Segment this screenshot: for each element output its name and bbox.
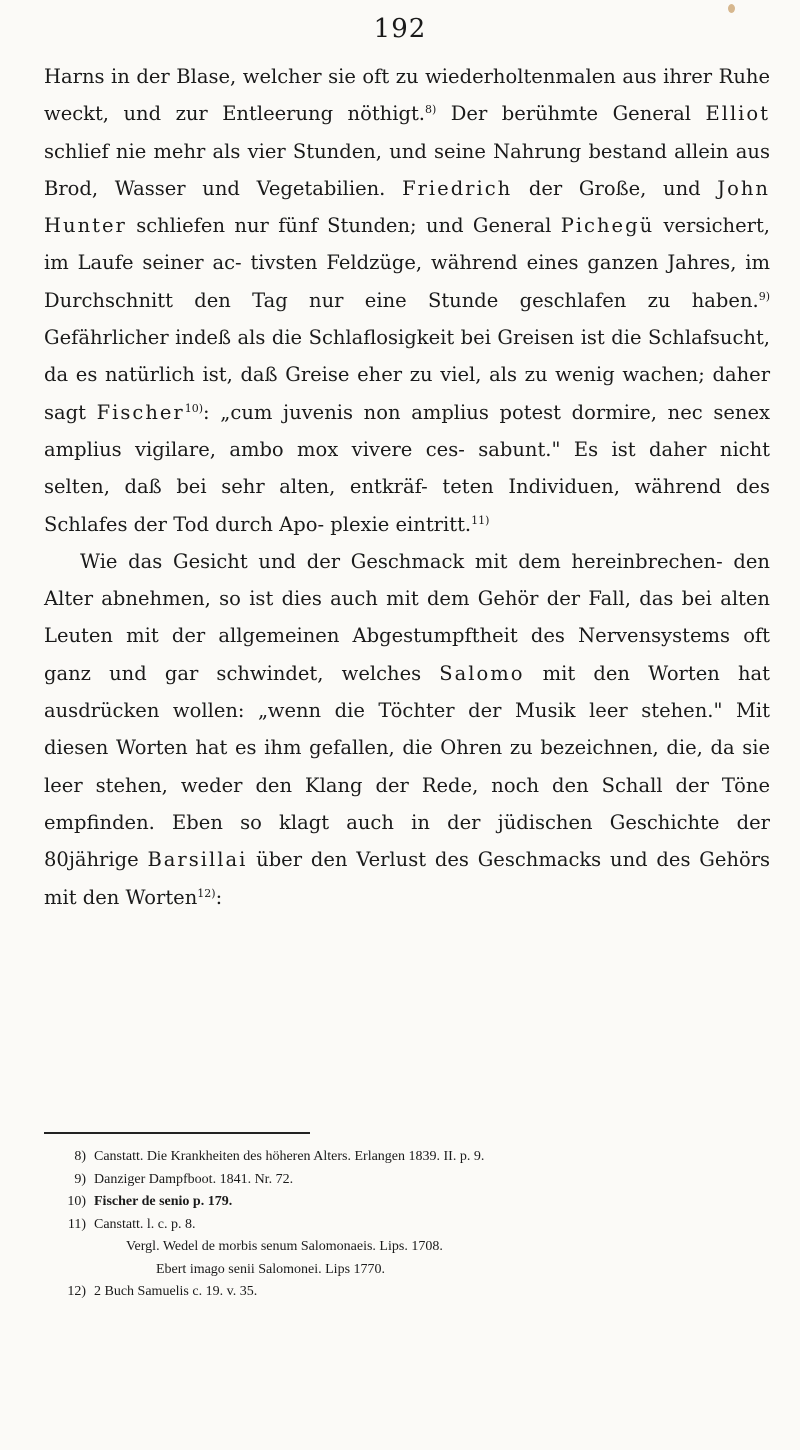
- footnote-11-continuation-2: Ebert imago senii Salomonei. Lips 1770.: [156, 1261, 386, 1277]
- ink-spot: [728, 4, 735, 13]
- person-name: Elliot: [705, 102, 770, 126]
- text-line: versichert, im Laufe seiner ac-: [44, 214, 770, 275]
- text-line: die Ohren zu bezeichnen, die, da sie leer stehen, weder den Klang: [44, 736, 770, 797]
- footnotes: [44, 1146, 770, 1304]
- footnote-ref: 12): [197, 886, 216, 900]
- text-line: daher sagt: [44, 363, 771, 424]
- footnote-number: 8): [74, 1149, 86, 1164]
- text-line: den Alter abnehmen, so ist dies auch mit dem Gehör der Fall,: [44, 549, 770, 611]
- footnote-9: [44, 1169, 770, 1192]
- footnote-ref: 9): [758, 289, 770, 303]
- text-line: Stunden; und General: [327, 214, 561, 238]
- text-line: den Tag nur eine Stunde geschlafen zu haben.: [194, 288, 759, 312]
- footnote-text: 2 Buch Samuelis c. 19. v. 35.: [94, 1284, 258, 1299]
- person-name: Friedrich: [402, 176, 513, 200]
- text-line: teten Individuen, während des Schlafes der Tod durch Apo-: [44, 475, 770, 536]
- footnote-ref: 11): [471, 513, 490, 527]
- text-line: Harns in der Blase, welcher sie oft zu wiederholtenmalen aus: [44, 65, 657, 88]
- text-line: den Verlust des Geschmacks und des Gehörs mit den Worten: [44, 848, 771, 909]
- text-line: das bei alten Leuten mit der allgemeinen Abgestumpftheit des: [44, 587, 770, 648]
- text-line: plexie eintritt.: [330, 512, 472, 536]
- text-line: Musik leer stehen." Mit diesen Worten hat es ihm gefallen,: [44, 699, 770, 760]
- text-line: Nahrung bestand allein aus Brod, Wasser und Vegetabilien.: [44, 139, 770, 200]
- text-line: über: [247, 848, 303, 872]
- paragraph-1: [44, 58, 770, 543]
- text-line: ihrer Ruhe weckt, und zur Entleerung nöthigt.: [44, 65, 770, 126]
- footnote-ref: 10): [184, 401, 204, 415]
- text-line: : „cum juvenis non amplius potest: [203, 400, 561, 424]
- footnote-12: [44, 1281, 770, 1304]
- footnote-number: 9): [74, 1171, 86, 1187]
- footnote-10: [44, 1191, 770, 1214]
- page-number: 192: [373, 14, 427, 44]
- footnote-text: Fischer de senio p. 179.: [94, 1194, 233, 1209]
- text-line: tivsten Feldzüge, während eines ganzen Jahres, im Durchschnitt: [44, 251, 770, 312]
- text-line: General: [612, 102, 706, 126]
- person-name: Barsillai: [147, 848, 248, 872]
- paragraph-2: [44, 543, 770, 916]
- footnote-11-continuation: Vergl. Wedel de morbis senum Salomonaeis. Lips. 1708.: [126, 1239, 443, 1254]
- text-line: dormire, nec senex amplius vigilare, ambo mox vivere ces-: [44, 400, 770, 461]
- text-line: :: [215, 885, 223, 909]
- person-name: Fischer: [96, 400, 185, 424]
- text-line: Nervensystems oft ganz und gar schwindet, welches: [44, 624, 770, 685]
- text-line: der Große, und: [512, 176, 718, 200]
- text-line: schliefen nur fünf: [126, 214, 318, 238]
- text-line: mit den Worten hat ausdrücken wollen: „wenn die Töchter der: [44, 661, 770, 723]
- person-name: Pichegü: [560, 214, 655, 238]
- footnote-8: [44, 1146, 770, 1169]
- footnote-number: 12): [67, 1284, 86, 1299]
- text-line: Der berühmte: [436, 102, 599, 126]
- footnote-11: [44, 1214, 770, 1237]
- person-name: John Hunter: [44, 176, 770, 238]
- text-line: es natürlich ist, daß Greise eher zu viel, als zu wenig wachen;: [75, 363, 705, 387]
- text-line: auch in der jüdischen Geschichte der 80jährige: [44, 810, 770, 872]
- footnote-number: 10): [67, 1194, 86, 1209]
- footnote-text: Canstatt. Die Krankheiten des höheren Alters. Erlangen 1839. II. p. 9.: [94, 1149, 485, 1164]
- text-line: indeß als die Schlaflosigkeit bei Greisen ist die Schlafsucht, da: [44, 326, 771, 387]
- text-line: Gefährlicher: [44, 326, 169, 350]
- footnote-number: 11): [67, 1216, 86, 1232]
- text-line: der Rede, noch den Schall der Töne empfinden. Eben so klagt: [44, 773, 770, 834]
- text-line: schlief nie mehr als vier Stunden, und seine: [44, 139, 486, 163]
- body-text: [44, 58, 770, 916]
- text-line: Wie das Gesicht und der Geschmack mit dem hereinbrechen-: [80, 549, 723, 573]
- footnote-text: Danziger Dampfboot. 1841. Nr. 72.: [94, 1171, 294, 1187]
- person-name: Salomo: [439, 661, 525, 685]
- footnote-text: Canstatt. l. c. p. 8.: [94, 1216, 196, 1232]
- text-line: sabunt." Es ist daher nicht selten, daß bei sehr alten, entkräf-: [44, 437, 770, 499]
- footnote-ref: 8): [425, 103, 437, 117]
- footnote-divider: [44, 1132, 310, 1134]
